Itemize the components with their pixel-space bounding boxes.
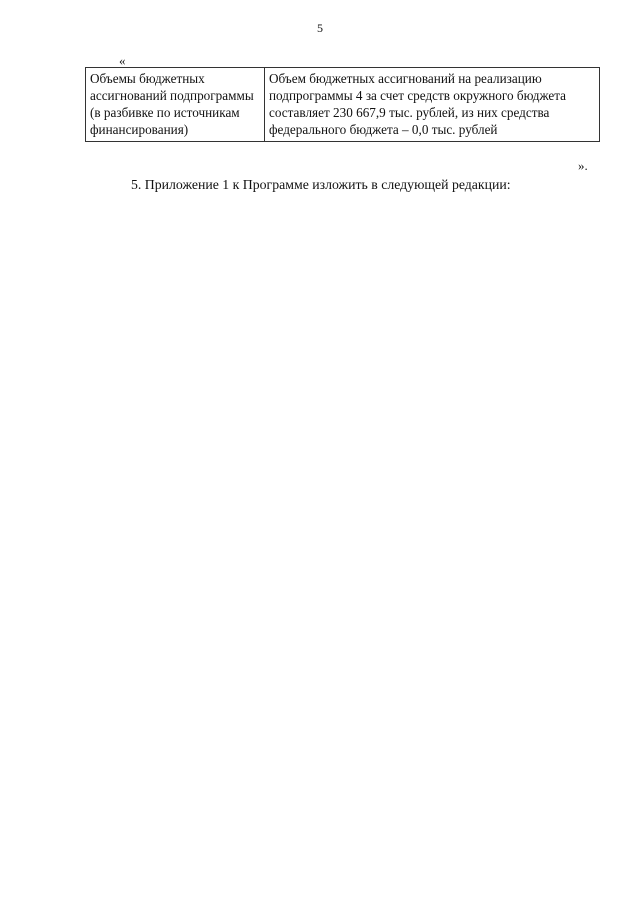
- budget-value-cell: Объем бюджетных ассигнований на реализацию подпрограммы 4 за счет средств окружного бюджета составляет 230 667,9 тыс. рублей, из них средства федерального бюджета – 0,0 тыс. рублей: [265, 68, 600, 142]
- budget-label-cell: Объемы бюджетных ассигнований подпрограммы (в разбивке по источникам финансирования): [86, 68, 265, 142]
- page-number: 5: [317, 21, 323, 35]
- opening-quote: «: [119, 53, 126, 68]
- closing-quote: ».: [578, 158, 588, 173]
- amendment-paragraph: 5. Приложение 1 к Программе изложить в следующей редакции:: [131, 177, 511, 192]
- budget-table: [85, 67, 600, 142]
- table-row: [86, 68, 600, 142]
